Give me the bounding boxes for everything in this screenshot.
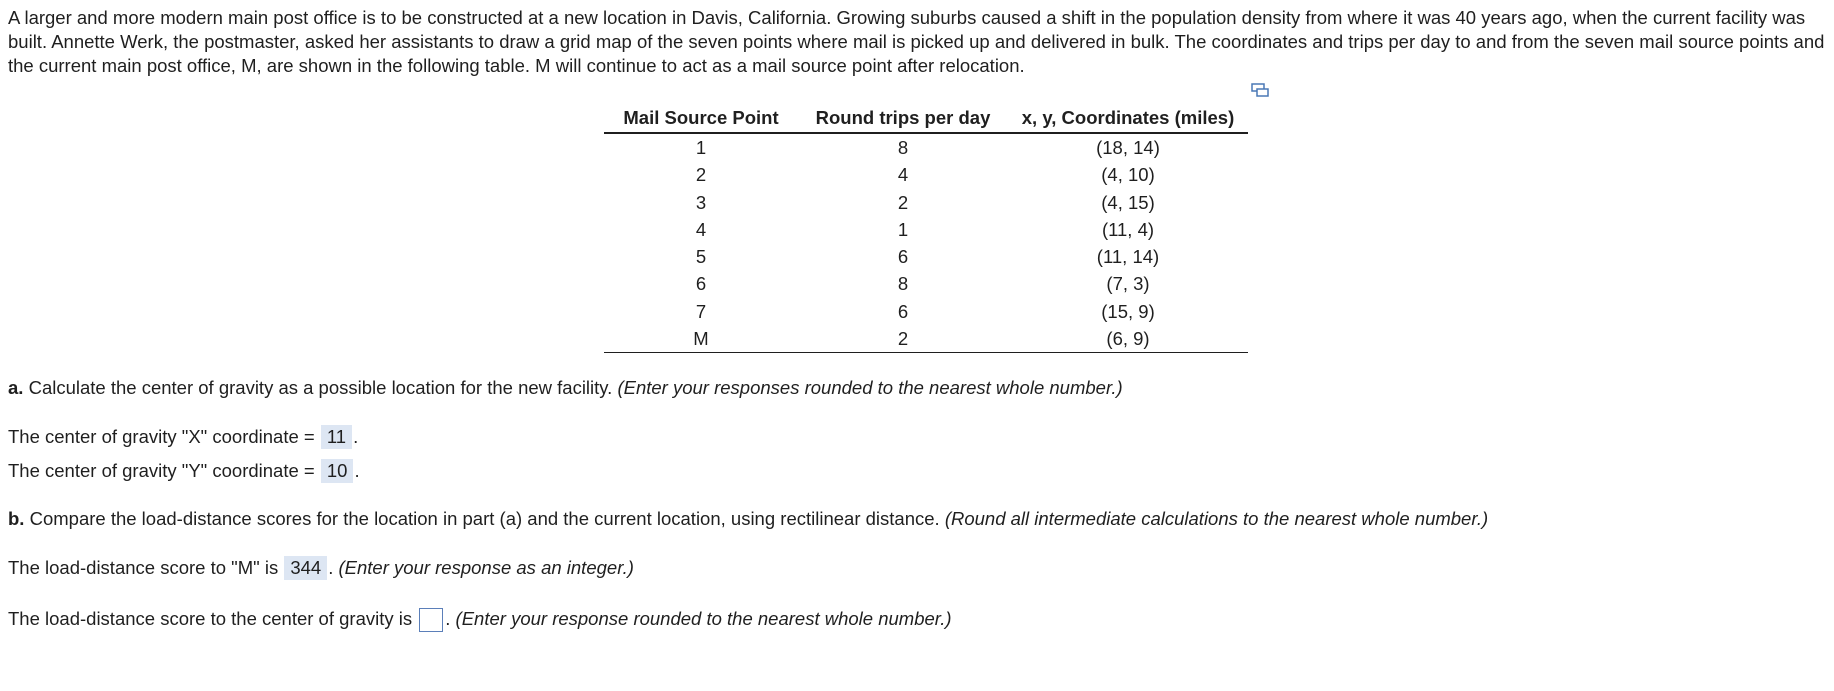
table-cell: 7 — [695, 300, 707, 322]
table-cell: (11, 4) — [1101, 218, 1155, 240]
cg-y-line — [8, 459, 360, 483]
part-a-prompt — [8, 377, 1123, 399]
load-distance-cg-note: (Enter your response rounded to the nearest whole number.) — [455, 608, 952, 629]
column-header: Round trips per day — [798, 104, 1008, 133]
table-cell: (4, 10) — [1101, 164, 1155, 186]
table-header-row — [604, 104, 1248, 133]
load-distance-cg-input[interactable] — [419, 608, 443, 632]
table-cell: 4 — [695, 218, 707, 240]
problem-intro: A larger and more modern main post office is to be constructed at a new location in Davis, California. Growing suburbs caused a shift in the population density from where it was 40 years ago, when the current facility was built. Annette Werk, the postmaster, asked her assistants to draw a grid map of the seven points where mail is picked up and delivered in bulk. The coordinates and trips per day to and from the seven mail source points and the current main post office, M, are shown in the following table. M will continue to act as a mail source point after relocation. — [8, 7, 1825, 76]
table-cell: 1 — [897, 218, 909, 240]
table-cell: 3 — [695, 191, 707, 213]
table-row — [604, 243, 1248, 270]
table-cell: 5 — [695, 246, 707, 268]
suffix: . — [328, 557, 339, 578]
suffix: . — [445, 608, 456, 629]
table-cell: 8 — [897, 137, 909, 158]
table-cell: M — [604, 325, 798, 353]
part-b-note: (Round all intermediate calculations to the nearest whole number.) — [944, 508, 1489, 529]
load-distance-m-line — [8, 556, 634, 580]
cg-y-answer[interactable]: 10 — [321, 459, 354, 483]
column-header: Mail Source Point — [604, 104, 798, 133]
table-row — [604, 161, 1248, 188]
cg-x-answer[interactable]: 11 — [321, 425, 352, 449]
cg-x-line — [8, 425, 358, 449]
mail-source-table — [604, 104, 1248, 353]
part-b-prompt — [8, 508, 1488, 530]
table-row — [604, 270, 1248, 297]
table-row — [604, 325, 1248, 353]
period: . — [353, 426, 359, 447]
table-cell: 2 — [897, 191, 909, 213]
load-distance-m-label: The load-distance score to "M" is — [8, 557, 284, 578]
load-distance-cg-line — [8, 608, 952, 632]
cg-y-label: The center of gravity "Y" coordinate = — [8, 460, 320, 481]
table-cell: 6 — [897, 246, 909, 268]
table-cell: (7, 3) — [1106, 273, 1150, 295]
table-row — [604, 189, 1248, 216]
table-cell: (6, 9) — [1008, 325, 1248, 353]
part-a-note: (Enter your responses rounded to the nearest whole number.) — [617, 377, 1123, 398]
table-cell: (18, 14) — [1096, 137, 1160, 158]
cg-x-label: The center of gravity "X" coordinate = — [8, 426, 320, 447]
load-distance-cg-label: The load-distance score to the center of gravity is — [8, 608, 418, 629]
table-row — [604, 298, 1248, 325]
part-b-label: b. — [8, 508, 25, 529]
table-cell: 1 — [695, 137, 707, 158]
column-header: x, y, Coordinates (miles) — [1008, 104, 1248, 133]
table-cell: 2 — [695, 164, 707, 186]
load-distance-m-note: (Enter your response as an integer.) — [338, 557, 634, 578]
table-cell: 6 — [897, 300, 909, 322]
table-cell: 4 — [897, 164, 909, 186]
part-a-text: Calculate the center of gravity as a possible location for the new facility. — [23, 377, 618, 398]
table-row — [604, 133, 1248, 161]
table-cell: 6 — [695, 273, 707, 295]
table-cell: 8 — [897, 273, 909, 295]
part-a-label: a. — [8, 377, 24, 398]
table-cell: 2 — [798, 325, 1008, 353]
table-cell: (11, 14) — [1096, 246, 1160, 268]
part-b-text: Compare the load-distance scores for the location in part (a) and the current location, using rectilinear distance. — [24, 508, 945, 529]
load-distance-m-answer[interactable]: 344 — [284, 556, 327, 580]
table-cell: (4, 15) — [1101, 191, 1155, 213]
copy-table-icon[interactable] — [1251, 83, 1269, 97]
table-cell: (15, 9) — [1101, 300, 1155, 322]
table-row — [604, 216, 1248, 243]
period: . — [354, 460, 360, 481]
